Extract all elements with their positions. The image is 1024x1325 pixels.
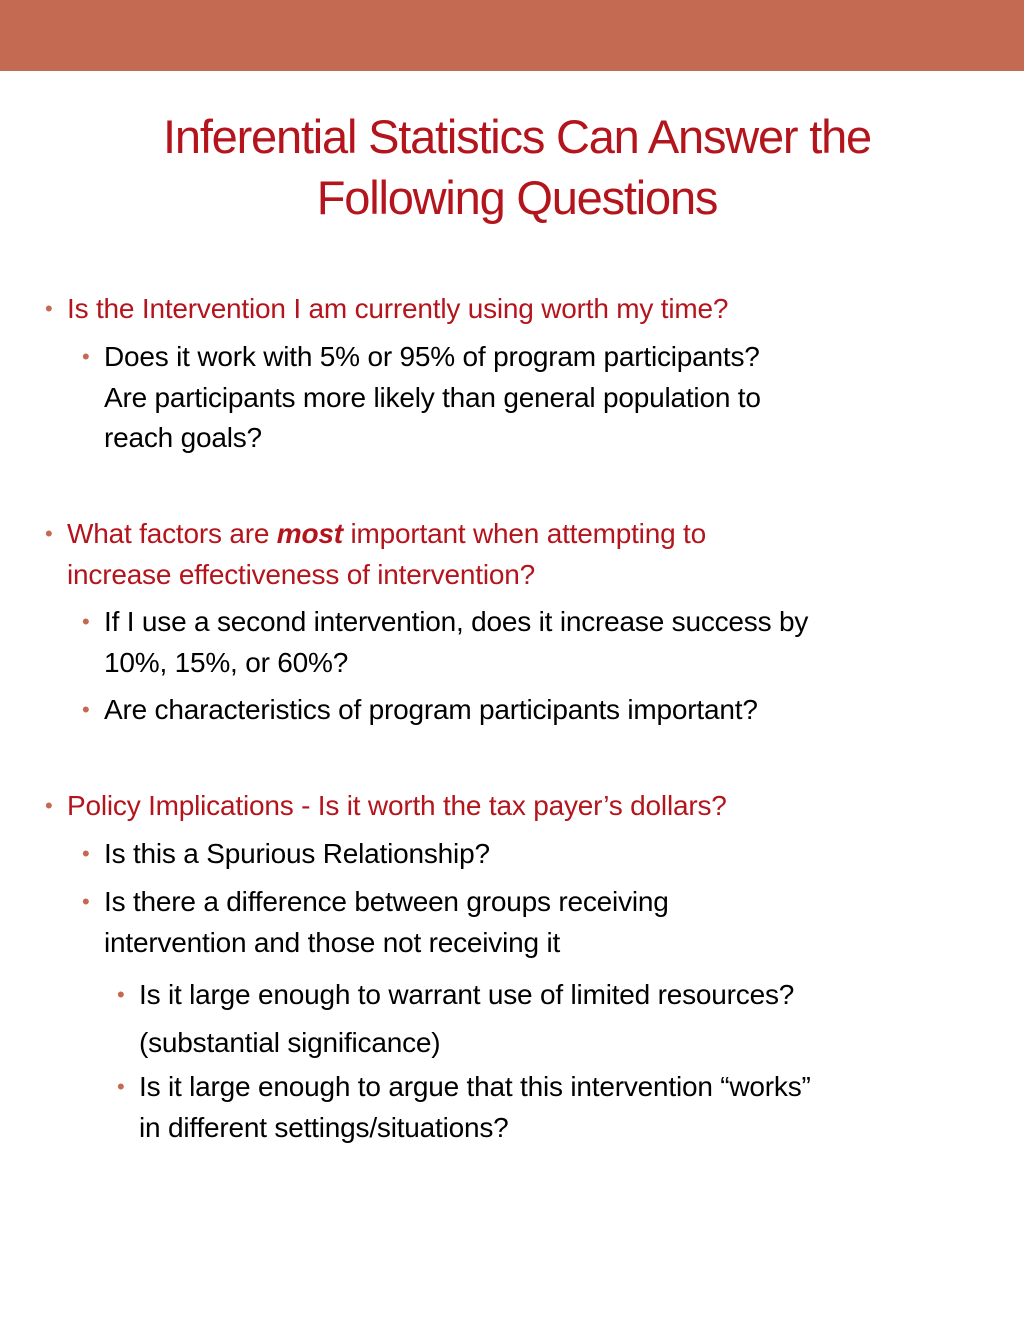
sub-bullet-text-line-2: Are participants more likely than general population to bbox=[104, 381, 761, 413]
sub-sub-bullet-text-line-2: (substantial significance) bbox=[139, 1027, 441, 1058]
sub-bullet-text-line-3: reach goals? bbox=[104, 422, 262, 453]
bullet-text-emphasis: most bbox=[276, 518, 343, 549]
top-accent-bar bbox=[0, 0, 1024, 71]
sub-sub-bullet-item-generalizability bbox=[117, 1067, 999, 1148]
sub-bullet-item-participant-characteristics bbox=[82, 690, 984, 731]
sub-sub-bullet-text-line-1: Is it large enough to warrant use of limited resources? bbox=[139, 979, 795, 1010]
sub-bullet-text-line-1: If I use a second intervention, does it increase success by bbox=[104, 606, 809, 637]
sub-bullet-item-group-difference bbox=[82, 882, 984, 963]
bullet-text-pre: What factors are bbox=[67, 518, 277, 549]
slide-title-line-2: Following Questions bbox=[316, 171, 718, 224]
sub-bullet-text-line-1: Is there a difference between groups receiving bbox=[104, 886, 669, 917]
sub-bullet-text-line-1: Does it work with 5% or 95% of program participants? bbox=[104, 341, 760, 372]
bullet-text: Is the Intervention I am currently using worth my time? bbox=[67, 293, 729, 324]
bullet-icon: • bbox=[117, 1074, 125, 1099]
bullet-icon: • bbox=[82, 344, 90, 369]
sub-sub-bullet-item-limited-resources bbox=[117, 971, 999, 1067]
bullet-text: Policy Implications - Is it worth the tax payer’s dollars? bbox=[67, 790, 727, 821]
bullet-icon: • bbox=[45, 793, 53, 818]
bullet-text-line-2: increase effectiveness of intervention? bbox=[67, 558, 535, 590]
bullet-text-line-1 bbox=[67, 514, 967, 555]
bullet-icon: • bbox=[45, 521, 53, 546]
bullet-item-important-factors bbox=[45, 514, 967, 595]
sub-bullet-text-line-2: intervention and those not receiving it bbox=[104, 926, 561, 958]
slide-title-line-1: Inferential Statistics Can Answer the bbox=[163, 110, 871, 163]
sub-bullet-item-second-intervention bbox=[82, 602, 984, 683]
bullet-icon: • bbox=[82, 841, 90, 866]
bullet-icon: • bbox=[82, 889, 90, 914]
sub-bullet-item-spurious-relationship bbox=[82, 834, 984, 875]
bullet-icon: • bbox=[117, 982, 125, 1007]
sub-sub-bullet-text-line-2: in different settings/situations? bbox=[139, 1111, 509, 1143]
slide-title bbox=[0, 106, 1024, 228]
sub-bullet-text-line-2: 10%, 15%, or 60%? bbox=[104, 646, 349, 678]
sub-sub-bullet-text-line-1: Is it large enough to argue that this intervention “works” bbox=[139, 1071, 811, 1102]
bullet-item-intervention-worth bbox=[45, 289, 967, 330]
sub-bullet-item-effect-size bbox=[82, 337, 984, 459]
bullet-text-post: important when attempting to bbox=[342, 518, 706, 549]
bullet-icon: • bbox=[45, 296, 53, 321]
bullet-icon: • bbox=[82, 609, 90, 634]
sub-bullet-text: Is this a Spurious Relationship? bbox=[104, 838, 490, 869]
sub-bullet-text: Are characteristics of program participants important? bbox=[104, 694, 758, 725]
bullet-icon: • bbox=[82, 697, 90, 722]
bullet-item-policy-implications bbox=[45, 786, 967, 827]
